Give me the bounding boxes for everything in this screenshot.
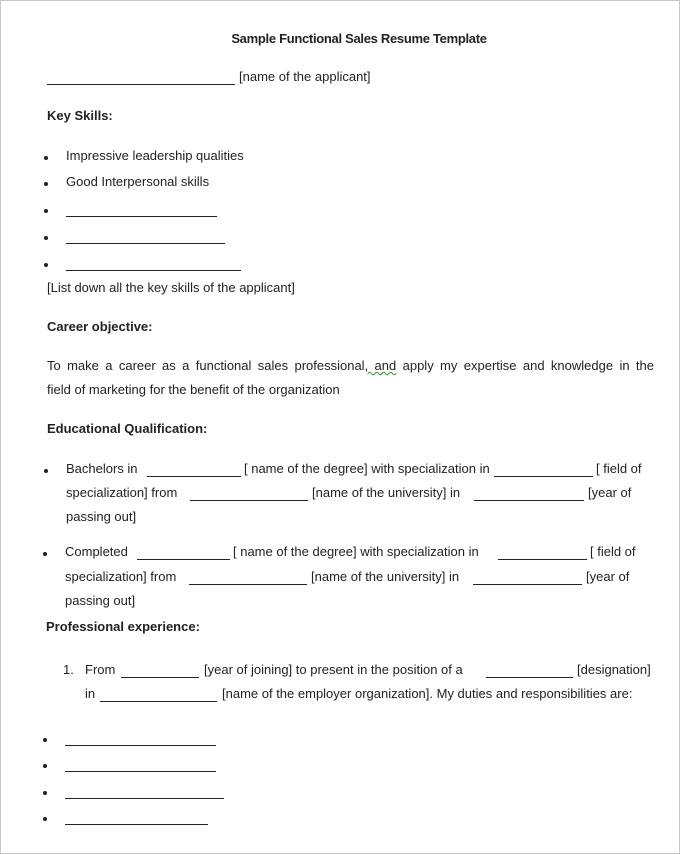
bullet-icon [43, 791, 47, 795]
year-blank [474, 500, 584, 501]
experience-text: [designation] [577, 662, 651, 677]
document-title: Sample Functional Sales Resume Template [231, 31, 487, 46]
duty-blank [65, 824, 208, 825]
experience-text: [year of joining] to present in the position of a [204, 662, 463, 677]
education-text: Bachelors in [66, 461, 138, 476]
education-text: [ name of the degree] with specialization in [244, 461, 490, 476]
education-text: specialization] from [66, 485, 178, 500]
career-objective-heading: Career objective: [47, 319, 153, 334]
university-blank [189, 584, 307, 585]
career-objective-line [47, 358, 654, 374]
experience-heading: Professional experience: [46, 619, 200, 634]
skill-blank [66, 270, 241, 271]
skill-blank [66, 216, 217, 217]
objective-text: To make a career as a functional sales professional [47, 358, 365, 373]
experience-text: [name of the employer organization]. My duties and responsibilities are: [222, 686, 633, 701]
education-text: specialization] from [65, 569, 177, 584]
bullet-icon [43, 552, 47, 556]
bullet-icon [44, 209, 48, 213]
university-blank [190, 500, 308, 501]
skill-blank [66, 243, 225, 244]
applicant-label: [name of the applicant] [239, 69, 371, 84]
education-text: [name of the university] in [312, 485, 461, 500]
bullet-icon [43, 738, 47, 742]
year-blank [473, 584, 582, 585]
bullet-icon [44, 469, 48, 473]
education-text: [ field of [590, 544, 636, 559]
joining-year-blank [121, 677, 199, 678]
objective-text: apply my expertise and knowledge in the [396, 358, 654, 373]
bullet-icon [43, 764, 47, 768]
education-text: Completed [65, 544, 128, 559]
field-blank [494, 476, 593, 477]
duty-blank [65, 798, 224, 799]
education-heading: Educational Qualification: [47, 421, 208, 436]
designation-blank [486, 677, 573, 678]
grammar-marked-text: , and [364, 358, 397, 373]
duty-blank [65, 745, 216, 746]
experience-text: in [85, 686, 96, 701]
bullet-icon [44, 156, 48, 160]
education-text: passing out] [66, 509, 137, 524]
skill-item: Impressive leadership qualities [66, 148, 244, 163]
skill-item: Good Interpersonal skills [66, 174, 210, 189]
employer-blank [100, 701, 217, 702]
education-text: [year of [588, 485, 632, 500]
bullet-icon [44, 263, 48, 267]
bullet-icon [43, 817, 47, 821]
education-text: [ name of the degree] with specialization in [233, 544, 479, 559]
degree-blank [147, 476, 241, 477]
applicant-name-blank [47, 84, 235, 85]
key-skills-heading: Key Skills: [47, 108, 113, 123]
field-blank [498, 559, 587, 560]
education-text: [name of the university] in [311, 569, 460, 584]
education-text: [year of [586, 569, 630, 584]
list-number: 1. [63, 662, 74, 677]
experience-text: From [85, 662, 116, 677]
bullet-icon [44, 182, 48, 186]
education-text: [ field of [596, 461, 642, 476]
education-text: passing out] [65, 593, 136, 608]
career-objective-line: field of marketing for the benefit of the organization [47, 382, 340, 397]
duty-blank [65, 771, 216, 772]
degree-blank [137, 559, 230, 560]
key-skills-note: [List down all the key skills of the applicant] [47, 280, 295, 295]
bullet-icon [44, 236, 48, 240]
